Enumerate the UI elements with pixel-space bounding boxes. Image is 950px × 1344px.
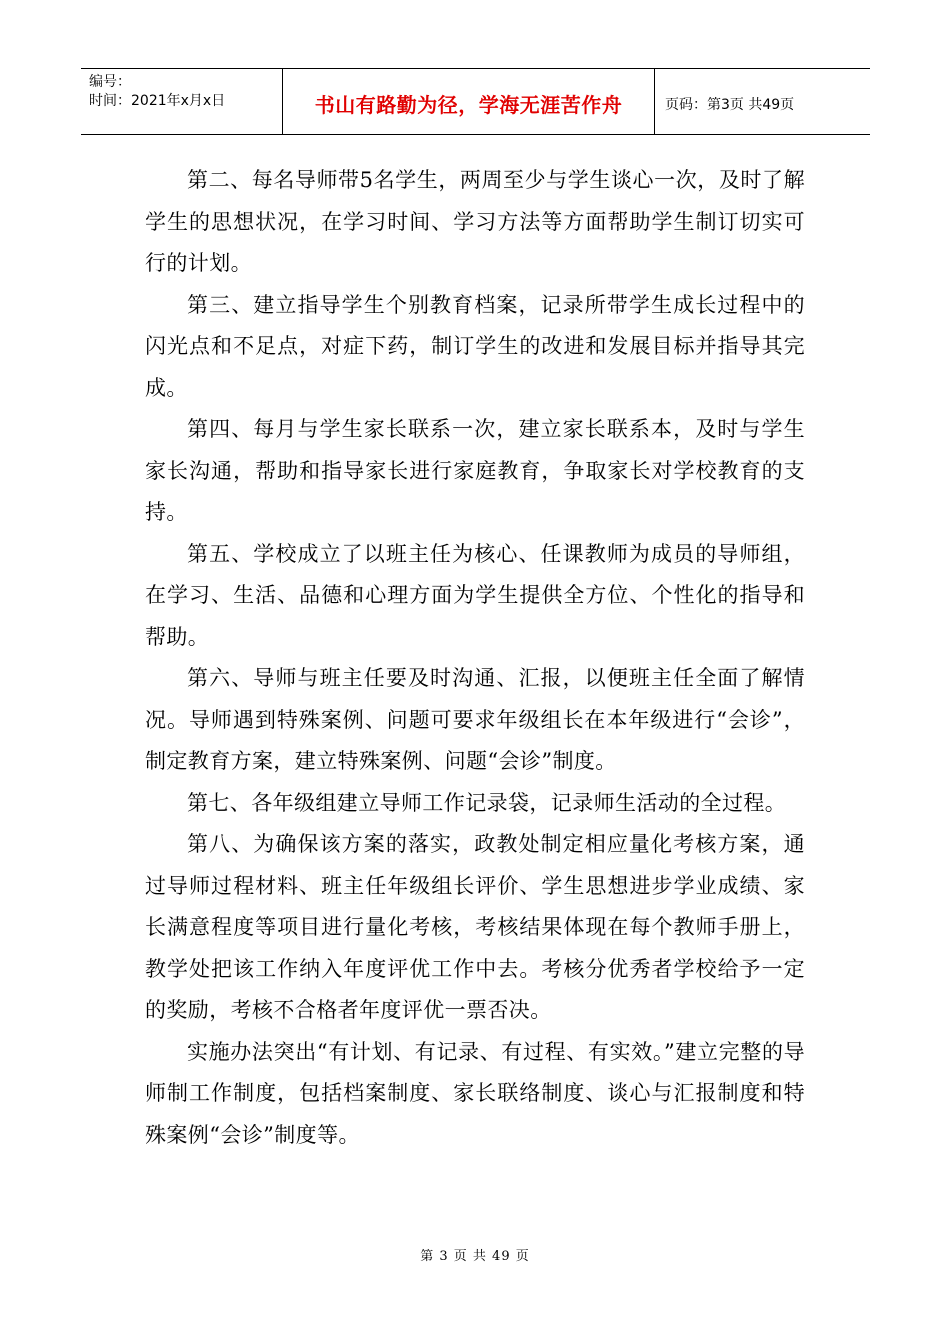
header-page-info: 页码：第3页 共49页	[665, 96, 795, 113]
paragraph-4: 第四、每月与学生家长联系一次，建立家长联系本，及时与学生家长沟通，帮助和指导家长进行家庭教育，争取家长对学校教育的支持。	[145, 417, 805, 524]
paragraph-implementation: 实施办法突出“有计划、有记录、有过程、有实效。”建立完整的导师制工作制度，包括档案制度、家长联络制度、谈心与汇报制度和特殊案例“会诊”制度等。	[145, 1039, 805, 1147]
paragraph-8: 第八、为确保该方案的落实，政教处制定相应量化考核方案，通过导师过程材料、班主任年级组长评价、学生思想进步学业成绩、家长满意程度等项目进行量化考核，考核结果体现在每个教师手册上，教学处把该工作纳入年度评优工作中去。考核分优秀者学校给予一定的奖励，考核不合格者年度评优一票否决。	[145, 832, 805, 1022]
document-body	[145, 160, 805, 1156]
page-header	[81, 68, 870, 135]
paragraph-6: 第六、导师与班主任要及时沟通、汇报，以便班主任全面了解情况。导师遇到特殊案例、问题可要求年级组长在本年级进行“会诊”，制定教育方案，建立特殊案例、问题“会诊”制度。	[145, 666, 805, 773]
header-motto: 书山有路勤为径，学海无涯苦作舟	[283, 69, 655, 134]
paragraph-2: 第二、每名导师带5名学生，两周至少与学生谈心一次，及时了解学生的思想状况，在学习时间、学习方法等方面帮助学生制订切实可行的计划。	[145, 168, 805, 275]
paragraph-7: 第七、各年级组建立导师工作记录袋，记录师生活动的全过程。	[187, 790, 787, 815]
document-number-label: 编号：	[89, 74, 131, 90]
paragraph-3: 第三、建立指导学生个别教育档案，记录所带学生成长过程中的闪光点和不足点，对症下药，制订学生的改进和发展目标并指导其完成。	[145, 292, 805, 400]
paragraph-5: 第五、学校成立了以班主任为核心、任课教师为成员的导师组，在学习、生活、品德和心理方面为学生提供全方位、个性化的指导和帮助。	[145, 541, 805, 649]
page-footer: 第 3 页 共 49 页	[420, 1249, 530, 1264]
header-meta	[81, 69, 283, 134]
document-date: 时间：2021年x月x日	[89, 93, 226, 109]
